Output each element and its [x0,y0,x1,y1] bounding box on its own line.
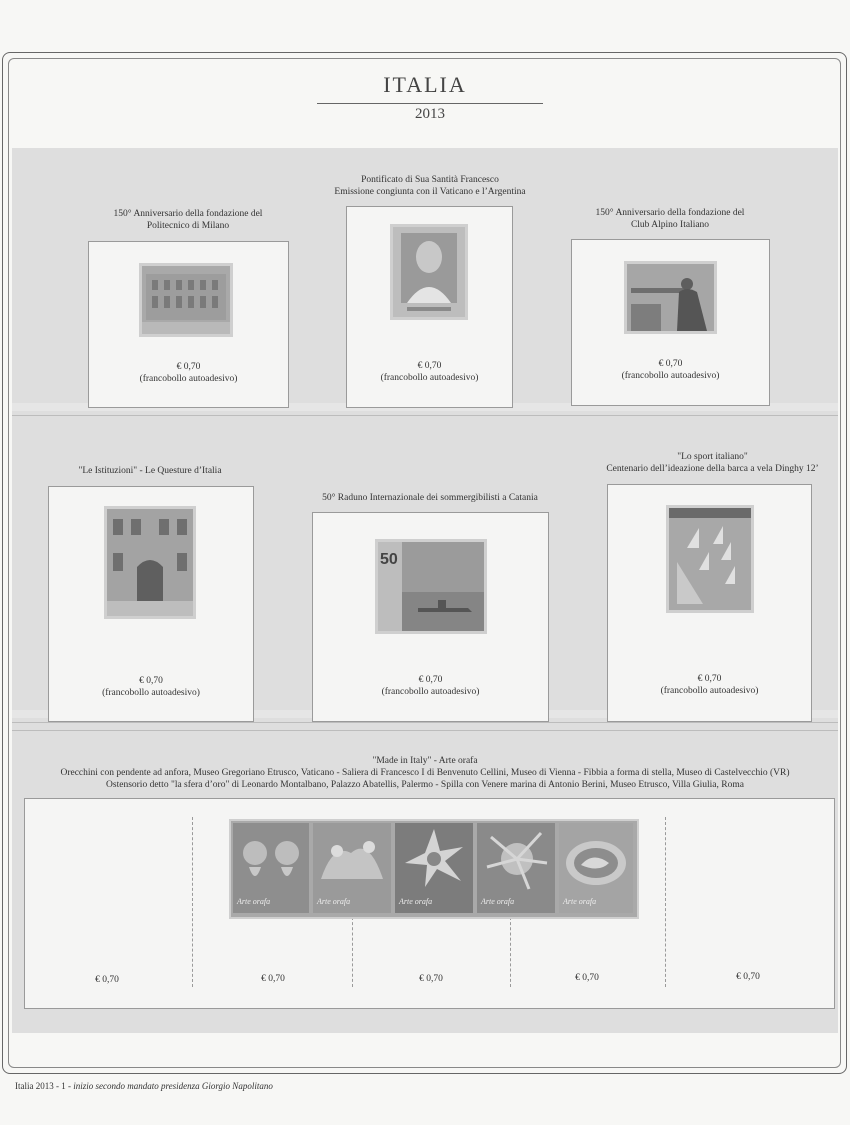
stamp-note: (francobollo autoadesivo) [660,686,759,696]
page-year: 2013 [415,106,445,122]
slot-separator [192,817,193,987]
stamp-note: (francobollo autoadesivo) [621,371,720,381]
star-buckle-icon [395,823,473,893]
building-icon [107,509,193,616]
caption-line: Orecchini con pendente ad anfora, Museo Gregoriano Etrusco, Vaticano - Saliera di Francesco I di Benvenuto Cellini, Museo di Vienna - Fibbia a forma di stella, Museo di Castelvecchio (VR) [60,768,790,778]
footer-prefix: Italia 2013 - 1 - [15,1081,71,1091]
stamp-caption [48,465,252,477]
stamp-price: € 0,70 [261,974,285,984]
brooch-icon [559,823,633,893]
stamp-price: € 0,70 [139,676,163,686]
stamp-note: (francobollo autoadesivo) [139,374,238,384]
page-title: ITALIA [383,72,467,97]
stamp-label: Arte orafa [237,897,271,906]
stamp-ostensorio [477,823,555,913]
stamp-price: € 0,70 [176,362,201,372]
stamp-note: (francobollo autoadesivo) [102,688,200,698]
stamp-politecnico-image [139,263,233,337]
stamp-mount-arte-orafa [24,798,835,1009]
caption-line: "Lo sport italiano" [677,452,748,462]
portrait-icon [393,227,465,317]
earrings-icon [233,823,309,893]
stamp-note: (francobollo autoadesivo) [381,687,480,697]
slot-separator [352,917,353,987]
submarine-icon [378,542,484,631]
stamp-saliera [313,823,391,913]
caption-line: "Le Istituzioni" - Le Questure d’Italia [78,466,222,476]
slot-separator [665,817,666,987]
row-divider-line [12,730,838,731]
stamp-orecchini [233,823,309,913]
stamp-questure-image [104,506,196,619]
caption-line: Ostensorio detto "la sfera d’oro" di Leonardo Montalbano, Palazzo Abatellis, Palermo - Spilla con Venere marina di Antonio Berini, Museo Etrusco, Villa Giulia, Roma [106,780,744,790]
stamp-label: Arte orafa [563,897,597,906]
caption-line: 150° Anniversario della fondazione del [113,209,263,219]
stamp-note: (francobollo autoadesivo) [380,373,479,383]
stamp-mount-dinghy [607,484,812,722]
stamp-caption [570,207,770,231]
stamp-mount-questure [48,486,254,722]
slot-separator [510,917,511,987]
stamp-fibbia [395,823,473,913]
row-divider-line [12,415,838,416]
stamp-strip [229,819,639,919]
caption-line: Politecnico di Milano [146,221,230,231]
title-divider [317,103,543,104]
stamp-label: Arte orafa [399,897,433,906]
stamp-caption [300,174,560,198]
stamp-mount-politecnico [88,241,289,408]
stamp-caption [290,492,570,504]
caption-line: Centenario dell’ideazione della barca a vela Dinghy 12’ [606,464,819,474]
stamp-price: € 0,70 [736,972,760,982]
stamp-dinghy-image [666,505,754,613]
stamp-label: Arte orafa [481,897,515,906]
caption-line: Club Alpino Italiano [630,220,710,230]
caption-line: 150° Anniversario della fondazione del [595,208,745,218]
salt-cellar-icon [313,823,391,893]
svg-text:50: 50 [380,551,398,568]
stamp-caption [88,208,288,232]
caption-line: Pontificato di Sua Santità Francesco [361,175,499,185]
stamp-label: Arte orafa [317,897,351,906]
footer-text: inizio secondo mandato presidenza Giorgio Napolitano [73,1081,273,1091]
stamp-price: € 0,70 [417,361,442,371]
monstrance-icon [477,823,555,893]
stamp-mount-francesco [346,206,513,408]
caption-line: Emissione congiunta con il Vaticano e l’Argentina [334,187,526,197]
stamp-sommergibilisti-image [375,539,487,634]
stamp-mount-club-alpino [571,239,770,406]
row-divider-line [12,722,838,723]
stamp-spilla [559,823,633,913]
stamp-price: € 0,70 [418,675,443,685]
stamp-price: € 0,70 [95,975,119,985]
stamp-price: € 0,70 [697,674,722,684]
stamp-francesco-image [390,224,468,320]
sailboat-icon [669,508,751,610]
building-facade-icon [142,266,230,334]
page-footer [15,1081,273,1091]
mountaineer-icon [627,264,714,331]
stamp-price: € 0,70 [658,359,683,369]
caption-line: "Made in Italy" - Arte orafa [372,756,478,766]
strip-caption [12,755,838,791]
stamp-mount-sommergibilisti [312,512,549,722]
stamp-club-alpino-image [624,261,717,334]
stamp-price: € 0,70 [575,973,599,983]
stamp-price: € 0,70 [419,974,443,984]
caption-line: 50° Raduno Internazionale dei sommergibilisti a Catania [322,493,538,503]
stamp-caption [590,451,835,475]
